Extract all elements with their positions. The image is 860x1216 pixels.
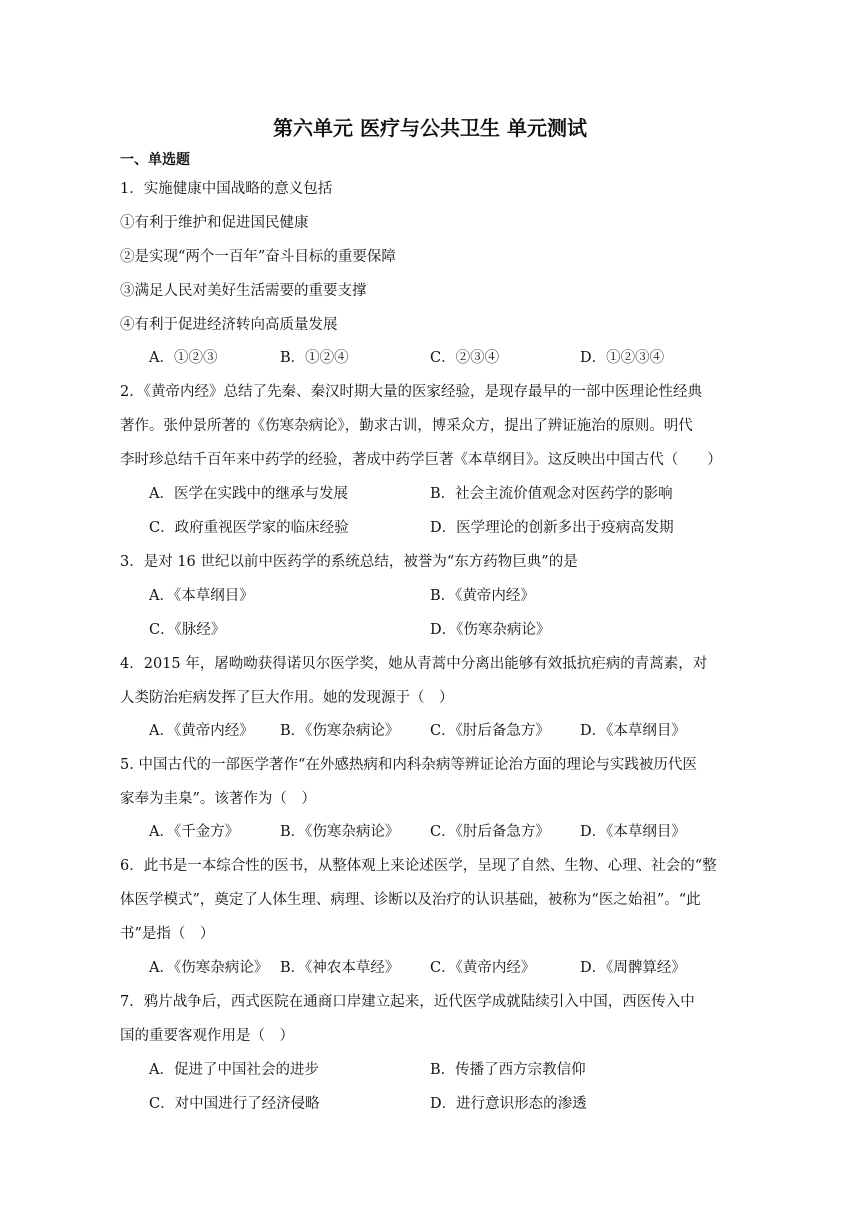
question-stem: 3．是对 16 世纪以前中医药学的系统总结，被誉为“东方药物巨典”的是 <box>120 554 578 570</box>
question-stem-line: 7．鸦片战争后，西式医院在通商口岸建立起来，近代医学成就陆续引入中国，西医传入中 <box>120 994 695 1010</box>
question-stem-line: 6．此书是一本综合性的医书，从整体观上来论述医学，呈现了自然、生物、心理、社会的“整 <box>120 858 717 874</box>
option-b[interactable]: B．传播了西方宗教信仰 <box>430 1062 586 1078</box>
statement-item: ①有利于维护和促进国民健康 <box>120 215 309 231</box>
question-stem-line: 李时珍总结千百年来中药学的经验，著成中药学巨著《本草纲目》。这反映出中国古代（ ） <box>120 452 722 468</box>
statement-item: ③满足人民对美好生活需要的重要支撑 <box>120 283 367 299</box>
option-c[interactable]: C．《脉经》 <box>149 622 226 638</box>
option-d[interactable]: D．①②③④ <box>580 350 665 366</box>
option-c[interactable]: C．《肘后备急方》 <box>430 824 550 840</box>
question-stem-line: 5. 中国古代的一部医学著作“在外感热病和内科杂病等辨证论治方面的理论与实践被历代医 <box>120 757 697 773</box>
question-stem-line: 4．2015 年，屠呦呦获得诺贝尔医学奖，她从青蒿中分离出能够有效抵抗疟病的青蒿素，对 <box>120 656 708 672</box>
option-d[interactable]: D．《本草纲目》 <box>580 723 686 739</box>
question-stem-line: 体医学模式”，奠定了人体生理、病理、诊断以及治疗的认识基础，被称为“医之始祖”。“此 <box>120 892 701 908</box>
option-a[interactable]: A．促进了中国社会的进步 <box>149 1062 319 1078</box>
option-c[interactable]: C．《黄帝内经》 <box>430 960 536 976</box>
section-heading: 一、单选题 <box>120 152 190 168</box>
question-stem-line: 书”是指（ ） <box>120 926 215 942</box>
option-a[interactable]: A．《伤寒杂病论》 <box>149 960 269 976</box>
option-b[interactable]: B．《神农本草经》 <box>280 960 400 976</box>
option-d[interactable]: D．《周髀算经》 <box>580 960 686 976</box>
option-a[interactable]: A．医学在实践中的继承与发展 <box>149 486 348 502</box>
option-c[interactable]: C．政府重视医学家的临床经验 <box>149 520 349 536</box>
option-c[interactable]: C．对中国进行了经济侵略 <box>149 1096 320 1112</box>
option-b[interactable]: B．社会主流价值观念对医药学的影响 <box>430 486 673 502</box>
option-b[interactable]: B．《黄帝内经》 <box>430 588 535 604</box>
option-b[interactable]: B．《伤寒杂病论》 <box>280 723 400 739</box>
question-stem-line: 人类防治疟病发挥了巨大作用。她的发现源于（ ） <box>120 690 454 706</box>
option-d[interactable]: D．《伤寒杂病论》 <box>430 622 551 638</box>
question-stem-line: 2．《黄帝内经》总结了先秦、秦汉时期大量的医家经验，是现存最早的一部中医理论性经典 <box>120 384 702 400</box>
question-stem-line: 著作。张仲景所著的《伤寒杂病论》，勤求古训，博采众方，提出了辨证施治的原则。明代 <box>120 418 693 434</box>
page-title: 第六单元 医疗与公共卫生 单元测试 <box>273 116 587 140</box>
option-c[interactable]: C．《肘后备急方》 <box>430 723 550 739</box>
option-c[interactable]: C．②③④ <box>430 350 500 366</box>
option-d[interactable]: D．进行意识形态的渗透 <box>430 1096 587 1112</box>
option-b[interactable]: B．①②④ <box>280 350 349 366</box>
option-d[interactable]: D．《本草纲目》 <box>580 824 686 840</box>
question-stem: 1．实施健康中国战略的意义包括 <box>120 181 333 197</box>
option-b[interactable]: B．《伤寒杂病论》 <box>280 824 400 840</box>
option-a[interactable]: A．《本草纲目》 <box>149 588 254 604</box>
option-d[interactable]: D．医学理论的创新多出于疫病高发期 <box>430 520 674 536</box>
option-a[interactable]: A．《千金方》 <box>149 824 240 840</box>
option-a[interactable]: A．《黄帝内经》 <box>149 723 254 739</box>
option-a[interactable]: A．①②③ <box>149 350 218 366</box>
statement-item: ②是实现“两个一百年”奋斗目标的重要保障 <box>120 249 396 265</box>
statement-item: ④有利于促进经济转向高质量发展 <box>120 317 338 333</box>
question-stem-line: 国的重要客观作用是（ ） <box>120 1028 294 1044</box>
question-stem-line: 家奉为圭臬”。该著作为（ ） <box>120 791 316 807</box>
